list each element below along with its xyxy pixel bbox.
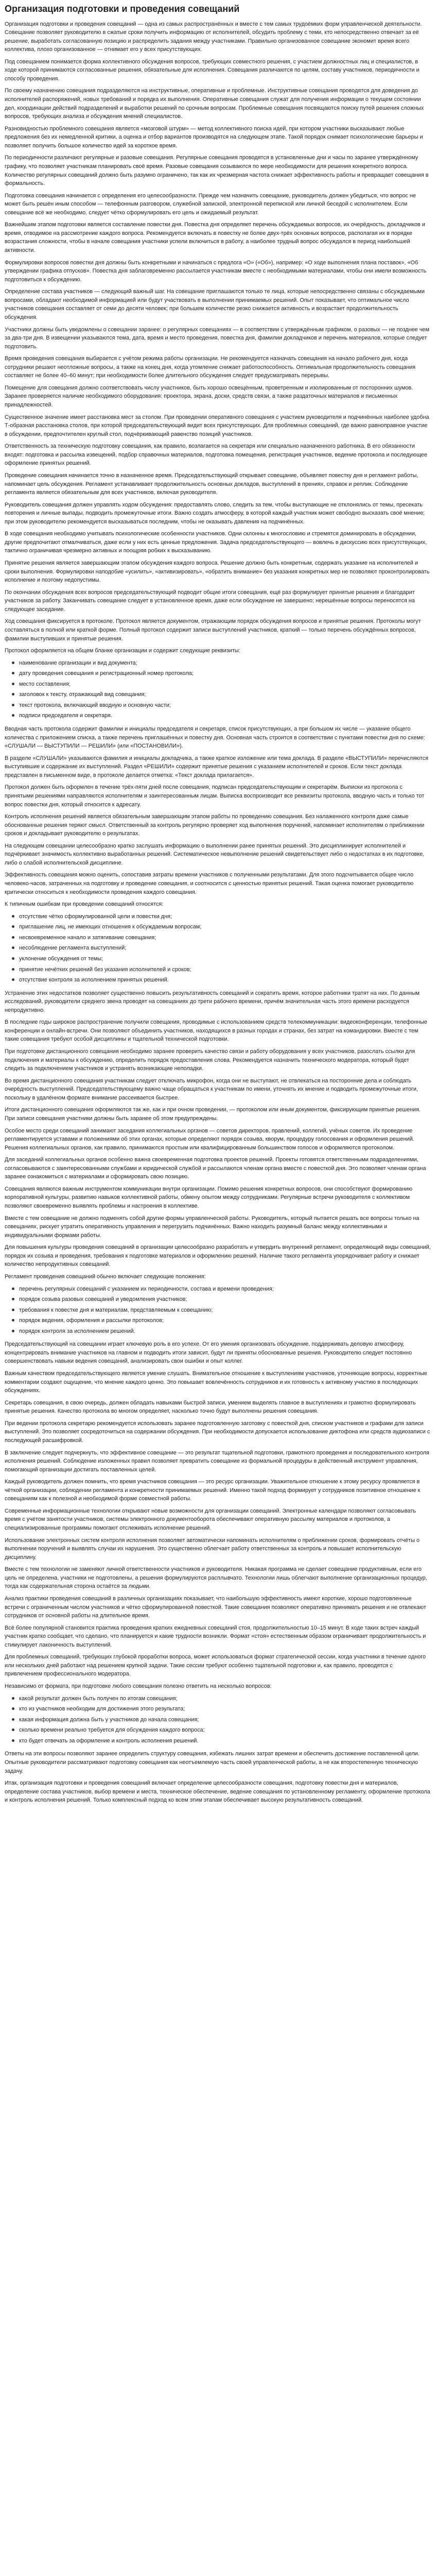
list-item — [19, 944, 431, 953]
bullet-icon — [12, 714, 14, 717]
paragraph: Секретарь совещания, в свою очередь, должен обладать навыками быстрой записи, умением выделять главное в выступлениях и грамотно формулировать принятые решения. Качество протокола во многом определяет, насколько точно будут выполнены решения совещания. — [5, 1399, 416, 1415]
bullet-icon — [12, 936, 14, 939]
list-item-text: требования к повестке дня и материалам, представляемым к совещанию; — [19, 1307, 213, 1313]
paragraph: Протокол оформляется на общем бланке организации и содержит следующие реквизиты: — [5, 648, 240, 654]
bullet-list — [5, 659, 431, 720]
bullet-icon — [12, 683, 14, 685]
list-item — [19, 965, 431, 974]
list-item — [19, 690, 431, 699]
bullet-icon — [12, 1309, 14, 1311]
paragraph: Принятие решения является завершающим этапом обсуждения каждого вопроса. Решение должно быть конкретным, содержать указание на исполнителей и сроки выполнения. Формулировки наподобие «усилить», «активизировать», «обратить внимание» без указания конкретных мер не позволяют проконтролировать исполнение и поэтому недопустимы. — [5, 560, 430, 584]
bullet-list — [5, 1285, 431, 1336]
list-item — [19, 1285, 431, 1294]
list-item — [19, 1726, 431, 1735]
article-body — [5, 20, 431, 1805]
paragraph: Устранение этих недостатков позволяет существенно повысить результативность совещаний и сократить время, которое работники тратят на них. По данным исследований, руководители среднего звена проводят на совещаниях до трети рабочего времени, причём значительная часть этого времени расходуется непродуктивно. — [5, 990, 420, 1013]
paragraph: Ответственность за техническую подготовку совещания, как правило, возлагается на секретаря или специально назначенного работника. В его обязанности входят: подготовка и рассылка извещений, подбор справочных материалов, подготовка помещения, регистрация участников, ведение протокола и последующее оформление принятых решений. — [5, 443, 427, 467]
list-item-text: принятие нечётких решений без указания исполнителей и сроков; — [19, 966, 191, 973]
list-item-text: перечень регулярных совещаний с указанием их периодичности, состава и времени проведения; — [19, 1285, 274, 1292]
list-item — [19, 1327, 431, 1336]
paragraph: Современные информационные технологии открывают новые возможности для организации совещаний. Электронные календари позволяют согласовывать время с учётом занятости участников, системы электронного документооборота обеспечивают оперативную рассылку материалов и протоколов, а специализированные программы помогают отслеживать исполнение решений. — [5, 1507, 416, 1531]
list-item-text: отсутствие чётко сформулированной цели и повестки дня; — [19, 913, 172, 920]
paragraph: Ход совещания фиксируется в протоколе. Протокол является документом, отражающим порядок обсуждения вопросов и принятые решения. Протоколы могут составляться в полной или краткой форме. Полный протокол содержит записи выступлений участников, краткий — только перечень обсуждённых вопросов, фамилии выступивших и принятые решения. — [5, 618, 421, 642]
list-item-text: уклонение обсуждения от темы; — [19, 955, 103, 962]
bullet-icon — [12, 1707, 14, 1710]
list-item — [19, 1295, 431, 1304]
list-item — [19, 976, 431, 985]
bullet-icon — [12, 1697, 14, 1700]
list-item — [19, 1316, 431, 1325]
list-item — [19, 955, 431, 963]
list-item-text: наименование организации и вид документа; — [19, 659, 137, 666]
paragraph: Каждый руководитель должен помнить, что время участников совещания — это ресурс организации. Уважительное отношение к этому ресурсу проявляется в чёткой организации, соблюдении регламента и конкретности принимаемых решений. Именно такой подход формирует у сотрудников позитивное отношение к совещаниям как к полезной и необходимой форме совместной работы. — [5, 1479, 421, 1502]
bullet-icon — [12, 1319, 14, 1321]
paragraph: Особое место среди совещаний занимают заседания коллегиальных органов — советов директоров, правлений, коллегий, учёных советов. Их проведение регламентируется уставами и положениями об этих органах, которые определяют порядок созыва, кворум, процедуру голосования и оформления решений. Решения коллегиальных органов, как правило, принимаются простым или квалифицированным большинством голосов и оформляются протоколом. — [5, 1127, 414, 1151]
paragraph: На следующем совещании целесообразно кратко заслушать информацию о выполнении ранее принятых решений. Это дисциплинирует исполнителей и подчёркивает значимость коллективно выработанных решений. Систематическое невыполнение решений свидетельствует либо о недостатках в их подготовке, либо о слабой исполнительской дисциплине. — [5, 842, 425, 866]
paragraph: Разновидностью проблемного совещания является «мозговой штурм» — метод коллективного поиска идей, при котором участники высказывают любые предложения без их немедленной критики, а оценка и отбор вариантов производятся на следующем этапе. Такой порядок снимает психологические барьеры и позволяет получить большое количество идей за короткое время. — [5, 125, 423, 149]
paragraph: Итак, организация подготовки и проведения совещаний включает определение целесообразности совещания, подготовку повестки дня и материалов, определение состава участников, выбор времени и места, техническое обеспечение, ведение совещания по установленному регламенту, оформление протокола и контроль исполнения решений. Только комплексный подход ко всем этим этапам обеспечивает высокую результативность совещаний. — [5, 1780, 430, 1804]
paragraph: Для заседаний коллегиальных органов особенно важна своевременная подготовка проектов решений. Проекты готовятся ответственными подразделениями, согласовываются с заинтересованными службами и юридической службой и рассылаются членам органа вместе с повесткой дня. Это позволяет членам органа заранее ознакомиться с материалами и сформировать свою позицию. — [5, 1157, 426, 1180]
list-item — [19, 711, 431, 720]
list-item-text: отсутствие контроля за исполнением принятых решений. — [19, 977, 169, 984]
paragraph: Участники должны быть уведомлены о совещании заранее: о регулярных совещаниях — в соответствии с утверждённым графиком, о разовых — не позднее чем за два-три дня. В извещении указываются тема, дата, время и место проведения, повестка дня, фамилии докладчиков и перечень материалов, которые следует подготовить. — [5, 326, 429, 350]
bullet-icon — [12, 1330, 14, 1332]
list-item — [19, 1694, 431, 1703]
paragraph: Протокол должен быть оформлен в течение трёх-пяти дней после совещания, подписан председательствующим и секретарём. Выписки из протокола с принятыми решениями направляются исполнителям и заинтересованным лицам. Выписка воспроизводит все реквизиты протокола, вводную часть и только тот вопрос повестки дня, который относится к адресату. — [5, 784, 425, 808]
list-item-text: сколько времени реально требуется для обсуждения каждого вопроса; — [19, 1727, 205, 1734]
paragraph: Использование электронных систем контроля исполнения позволяет автоматически напоминать исполнителям о приближении сроков, формировать отчёты о выполнении поручений и выявлять случаи их нарушения. Это существенно облегчает работу ответственных за контроль и повышает исполнительскую дисциплину. — [5, 1537, 420, 1561]
list-item — [19, 669, 431, 678]
paragraph: Руководитель совещания должен управлять ходом обсуждения: предоставлять слово, следить за тем, чтобы выступающие не отклонялись от темы, пресекать повторения и личные выпады, подводить промежуточные итоги. Важно создать атмосферу, в которой каждый участник может свободно высказать своё мнение; при этом руководителю рекомендуется высказываться последним, чтобы не оказывать давления на подчинённых. — [5, 501, 425, 525]
list-item-text: порядок созыва разовых совещаний и уведомления участников; — [19, 1296, 187, 1303]
list-item — [19, 1716, 431, 1724]
paragraph: Проведение совещания начинается точно в назначенное время. Председательствующий открывает совещание, объявляет повестку дня и регламент работы, напоминает цель обсуждения. Регламент устанавливает продолжительность основных докладов, выступлений в прениях, справок и реплик. Соблюдение регламента является обязательным для всех участников, включая руководителя. — [5, 472, 418, 496]
paragraph: Определение состава участников — следующий важный шаг. На совещание приглашаются только те лица, которые непосредственно связаны с обсуждаемыми вопросами, обладают необходимой информацией или будут участвовать в выполнении принимаемых решений. Опыт показывает, что оптимальное число участников совещания составляет от семи до десяти человек; при большем количестве резко снижается активность и возрастает продолжительность обсуждения. — [5, 289, 425, 320]
paragraph: Вместе с тем совещание не должно подменять собой другие формы управленческой работы. Руководитель, который пытается решать все вопросы только на совещаниях, рискует утратить оперативность управления и перегрузить подчинённых. Важно находить разумный баланс между коллективными и индивидуальными формами работы. — [5, 1215, 420, 1239]
list-item-text: кто будет отвечать за оформление и контроль исполнения решений. — [19, 1737, 199, 1744]
paragraph: В заключение следует подчеркнуть, что эффективное совещание — это результат тщательной подготовки, грамотного проведения и последовательного контроля исполнения решений. Соблюдение изложенных правил позволяет превратить совещание из формальной процедуры в действенный инструмент управления, помогающий организации достигать поставленных целей. — [5, 1449, 429, 1473]
bullet-icon — [12, 704, 14, 706]
bullet-icon — [12, 1298, 14, 1300]
paragraph: Во время дистанционного совещания участникам следует отключать микрофон, когда они не выступают, не отвлекаться на посторонние дела и соблюдать очерёдность выступлений. Председательствующему важно чаще обращаться к участникам по имени, уточнять их мнение и подводить промежуточные итоги, поскольку в удалённом формате внимание рассеивается быстрее. — [5, 1077, 418, 1101]
bullet-list — [5, 912, 431, 985]
paragraph: Председательствующий на совещании играет ключевую роль в его успехе. От его умения организовать обсуждение, поддерживать деловую атмосферу, концентрировать внимание участников на главном и подводить итоги зависит, будут ли приняты обоснованные решения. Руководителю следует постоянно совершенствовать навыки ведения совещаний, анализировать свои ошибки и опыт коллег. — [5, 1341, 412, 1365]
paragraph: Для повышения культуры проведения совещаний в организации целесообразно разработать и утвердить внутренний регламент, определяющий виды совещаний, порядок их созыва и проведения, требования к подготовке материалов и оформлению решений. Наличие такого регламента упорядочивает работу и снижает количество непродуктивных совещаний. — [5, 1244, 431, 1268]
paragraph: Эффективность совещания можно оценить, сопоставив затраты времени участников с полученными результатами. Для этого подсчитывается общее число человеко-часов, затраченных на подготовку и проведение совещания, и соотносится с ценностью принятых решений. Такая оценка помогает руководителю критически относиться к необходимости проведения каждого совещания. — [5, 872, 414, 895]
paragraph: Организация подготовки и проведения совещаний — одна из самых распространённых и вместе с тем самых трудоёмких форм управленческой деятельности. Совещание позволяет руководителю в сжатые сроки получить информацию от исполнителей, обсудить проблему с теми, кто непосредственно отвечает за её решение, выработать согласованную позицию и распределить задания между участниками. Правильно организованное совещание экономит время всего коллектива, плохо организованное — отнимает его у всех присутствующих. — [5, 21, 422, 53]
bullet-icon — [12, 946, 14, 949]
bullet-icon — [12, 1739, 14, 1742]
paragraph: Существенное значение имеет расстановка мест за столом. При проведении оперативного совещания с участием руководителя и подчинённых наиболее удобна Т-образная расстановка столов, при которой председательствующий видит всех присутствующих. Для проблемных совещаний, где важно равноправное участие в обсуждении, предпочтителен круглый стол, подчёркивающий равенство позиций участников. — [5, 414, 429, 437]
list-item-text: приглашение лиц, не имеющих отношения к обсуждаемым вопросам; — [19, 924, 202, 930]
bullet-list — [5, 1694, 431, 1745]
paragraph: К типичным ошибкам при проведении совещаний относятся: — [5, 901, 164, 908]
paragraph: Формулировки вопросов повестки дня должны быть конкретными и начинаться с предлога «О» («Об»), например: «О ходе выполнения плана поставок», «Об утверждении графика отпусков». Повестка дня заблаговременно рассылается участникам вместе с необходимыми материалами, чтобы они имели возможность подготовиться к обсуждению. — [5, 259, 427, 283]
paragraph: Совещания являются важным инструментом коммуникации внутри организации. Помимо решения конкретных вопросов, они способствуют формированию корпоративной культуры, развитию навыков коллективной работы, обмену опытом между сотрудниками. Регулярные встречи руководителя с коллективом позволяют своевременно выявлять проблемы и настроения в коллективе. — [5, 1185, 413, 1209]
list-item — [19, 1737, 431, 1745]
paragraph: По своему назначению совещания подразделяются на инструктивные, оперативные и проблемные. Инструктивные совещания проводятся для доведения до исполнителей распоряжений, новых требований и порядка их выполнения. Оперативные совещания служат для получения информации о текущем состоянии дел, координации действий подразделений и выработки решений по срочным вопросам. Проблемные совещания посвящаются поиску путей решения сложных вопросов, требующих анализа и обсуждения мнений специалистов. — [5, 88, 424, 120]
bullet-icon — [12, 925, 14, 928]
paragraph: Контроль исполнения решений является обязательным завершающим этапом работы по проведению совещания. Без налаженного контроля даже самые обоснованные решения теряют смысл. Ответственный за контроль регулярно проверяет ход выполнения поручений, напоминает исполнителям о приближении сроков и докладывает руководителю о результатах. — [5, 814, 425, 837]
bullet-icon — [12, 662, 14, 664]
paragraph: По периодичности различают регулярные и разовые совещания. Регулярные совещания проводятся в установленные дни и часы по заранее утверждённому графику, что позволяет участникам планировать своё время. Разовые совещания созываются по мере необходимости для решения конкретного вопроса. Количество регулярных совещаний должно быть разумно ограничено, так как их чрезмерная частота снижает эффективность работы и превращает совещания в формальность. — [5, 155, 429, 187]
paragraph: В ходе совещания необходимо учитывать психологические особенности участников. Одни склонны к многословию и стремятся доминировать в обсуждении, другие предпочитают отмалчиваться, даже если у них есть ценные предложения. Задача председательствующего — вовлечь в дискуссию всех присутствующих, тактично ограничивая чрезмерно активных и поощряя робких к высказыванию. — [5, 531, 427, 554]
bullet-icon — [12, 968, 14, 971]
paragraph: Итоги дистанционного совещания оформляются так же, как и при очном проведении, — протоколом или иным документом, фиксирующим принятые решения. При записи совещания участники должны быть заранее об этом предупреждены. — [5, 1107, 421, 1122]
paragraph: Для проблемных совещаний, требующих глубокой проработки вопроса, может использоваться формат стратегической сессии, когда участники в течение одного или нескольких дней работают над решением крупной задачи. Такие сессии требуют особенно тщательной подготовки и, как правило, проводятся с привлечением профессионального модератора. — [5, 1654, 426, 1677]
bullet-icon — [12, 957, 14, 960]
paragraph: Регламент проведения совещаний обычно включает следующие положения: — [5, 1273, 206, 1280]
list-item-text: заголовок к тексту, отражающий вид совещания; — [19, 691, 146, 698]
paragraph: Важным качеством председательствующего является умение слушать. Внимательное отношение к выступлениям участников, уточняющие вопросы, корректные комментарии создают ощущение, что мнение каждого ценно. Это повышает вовлечённость сотрудников и их готовность к активному участию в последующих обсуждениях. — [5, 1370, 427, 1394]
paragraph: Под совещанием понимается форма коллективного обсуждения вопросов, требующих совместного решения, с участием должностных лиц и специалистов, в ходе которой принимаются согласованные решения, обязательные для исполнения. Совещания различаются по целям, составу участников, периодичности и способу проведения. — [5, 58, 420, 82]
list-item-text: подписи председателя и секретаря. — [19, 713, 112, 719]
paragraph: Время проведения совещания выбирается с учётом режима работы организации. Не рекомендуется назначать совещания на начало рабочего дня, когда сотрудники решают неотложные вопросы, а также на конец дня, когда утомление снижает работоспособность. Оптимальная продолжительность совещания составляет не более 40–60 минут; при необходимости более длительного обсуждения следует предусматривать перерывы. — [5, 355, 416, 379]
paragraph: Анализ практики проведения совещаний в различных организациях показывает, что наибольшую эффективность имеют короткие, хорошо подготовленные встречи с ограниченным числом участников и чётко сформулированной повесткой. Такие совещания позволяют оперативно принимать решения и не отвлекают сотрудников от основной работы на длительное время. — [5, 1595, 426, 1619]
bullet-icon — [12, 693, 14, 696]
bullet-icon — [12, 915, 14, 918]
paragraph: Независимо от формата, при подготовке любого совещания полезно ответить на несколько вопросов: — [5, 1683, 272, 1689]
list-item — [19, 701, 431, 710]
list-item — [19, 659, 431, 668]
paragraph: Подготовка совещания начинается с определения его целесообразности. Прежде чем назначить совещание, руководитель должен убедиться, что вопрос не может быть решён иным способом — телефонным разговором, служебной запиской, электронной перепиской или личной беседой с исполнителем. Если совещание всё же необходимо, следует чётко сформулировать его цель и ожидаемый результат. — [5, 192, 416, 216]
list-item — [19, 1306, 431, 1315]
list-item-text: какая информация должна быть у участников до начала совещания; — [19, 1716, 199, 1723]
list-item — [19, 923, 431, 931]
bullet-icon — [12, 978, 14, 981]
list-item-text: текст протокола, включающий вводную и основную части; — [19, 702, 171, 708]
paragraph: Всё более популярной становится практика проведения кратких ежедневных совещаний стоя, продолжительностью 10–15 минут. В ходе таких встреч каждый участник кратко сообщает, что сделано, что планируется и какие трудности возникли. Формат «стоя» естественным образом ограничивает продолжительность и стимулирует лаконичность выступлений. — [5, 1624, 426, 1648]
bullet-icon — [12, 1287, 14, 1290]
paragraph: Вводная часть протокола содержит фамилии и инициалы председателя и секретаря, список присутствующих, а при большом их числе — указание общего количества с приложением списка, а также перечень приглашённых и повестку дня. Основная часть строится в соответствии с пунктами повестки дня по схеме: «СЛУШАЛИ — ВЫСТУПИЛИ — РЕШИЛИ» (или «ПОСТАНОВИЛИ»). — [5, 726, 425, 750]
paragraph: При ведении протокола секретарю рекомендуется использовать заранее подготовленную заготовку с повесткой дня, списком участников и графами для записи выступлений. Это позволяет сосредоточиться на содержании обсуждения. При необходимости допускается использование диктофона или средств аудиозаписи с последующей расшифровкой. — [5, 1420, 430, 1444]
list-item-text: порядок ведения, оформления и рассылки протоколов; — [19, 1317, 164, 1324]
paragraph: Помещение для совещания должно соответствовать числу участников, быть хорошо освещённым, проветренным и изолированным от посторонних шумов. Заранее проверяется наличие необходимого оборудования: проектора, экрана, доски, средств связи, а также раздаточных материалов и письменных принадлежностей. — [5, 384, 413, 408]
list-item-text: какой результат должен быть получен по итогам совещания; — [19, 1695, 178, 1702]
bullet-icon — [12, 672, 14, 674]
list-item-text: несоблюдение регламента выступлений; — [19, 945, 127, 952]
list-item — [19, 912, 431, 921]
bullet-icon — [12, 1728, 14, 1731]
list-item-text: кто из участников необходим для достижения этого результата; — [19, 1706, 185, 1713]
bullet-icon — [12, 1718, 14, 1721]
list-item-text: дату проведения совещания и регистрационный номер протокола; — [19, 670, 194, 677]
paragraph: Важнейшим этапом подготовки является составление повестки дня. Повестка дня определяет перечень обсуждаемых вопросов, их очерёдность, докладчиков и время, отводимое на рассмотрение каждого вопроса. Рекомендуется включать в повестку не более двух-трёх основных вопросов, располагая их в порядке возрастания сложности, чтобы в начале совещания участники успели включиться в работу, а наиболее трудный вопрос обсуждался в период наибольшей активности. — [5, 222, 425, 253]
list-item — [19, 934, 431, 942]
list-item-text: несвоевременное начало и затягивание совещания; — [19, 934, 156, 941]
list-item-text: порядок контроля за исполнением решений. — [19, 1328, 135, 1334]
paragraph: При подготовке дистанционного совещания необходимо заранее проверить качество связи и работу оборудования у всех участников, разослать ссылки для подключения и материалы к обсуждению, определить порядок предоставления слова. Рекомендуется назначить технического модератора, который будет следить за подключением участников и устранять возникающие неполадки. — [5, 1048, 415, 1072]
paragraph: По окончании обсуждения всех вопросов председательствующий подводит общие итоги совещания, ещё раз формулирует принятые решения и благодарит участников за работу. Заканчивать совещание следует в установленное время, даже если обсуждение не завершено; нерешённые вопросы переносятся на следующее заседание. — [5, 589, 415, 613]
paragraph: В последние годы широкое распространение получили совещания, проводимые с использованием средств телекоммуникации: видеоконференции, телефонные конференции и онлайн-встречи. Они позволяют объединить участников, находящихся в разных городах и странах, без затрат на командировки. Вместе с тем такие совещания требуют особой дисциплины и тщательной технической подготовки. — [5, 1019, 427, 1043]
paragraph: Вместе с тем технологии не заменяют личной ответственности участников и руководителя. Никакая программа не сделает совещание продуктивным, если его цель не определена, участники не подготовлены, а решения формулируются расплывчато. Технологии лишь облегчают выполнение организационных процедур, тогда как содержательная сторона остаётся за людьми. — [5, 1566, 427, 1590]
list-item — [19, 1705, 431, 1714]
page-title: Организация подготовки и проведения совещаний — [5, 4, 240, 14]
paragraph: Ответы на эти вопросы позволяют заранее определить структуру совещания, избежать лишних затрат времени и обеспечить достижение поставленной цели. Опытные руководители рассматривают подготовку совещания как неотъемлемую часть своей управленческой работы, а не как второстепенную техническую задачу. — [5, 1751, 420, 1774]
paragraph: В разделе «СЛУШАЛИ» указываются фамилия и инициалы докладчика, а также краткое изложение или тема доклада. В разделе «ВЫСТУПИЛИ» перечисляются выступившие и содержание их выступлений. Раздел «РЕШИЛИ» содержит принятые решения с указанием исполнителей и сроков. Если текст доклада представлен в письменном виде, в протоколе делается отметка: «Текст доклада прилагается». — [5, 755, 428, 778]
list-item-text: место составления; — [19, 681, 71, 687]
list-item — [19, 680, 431, 689]
